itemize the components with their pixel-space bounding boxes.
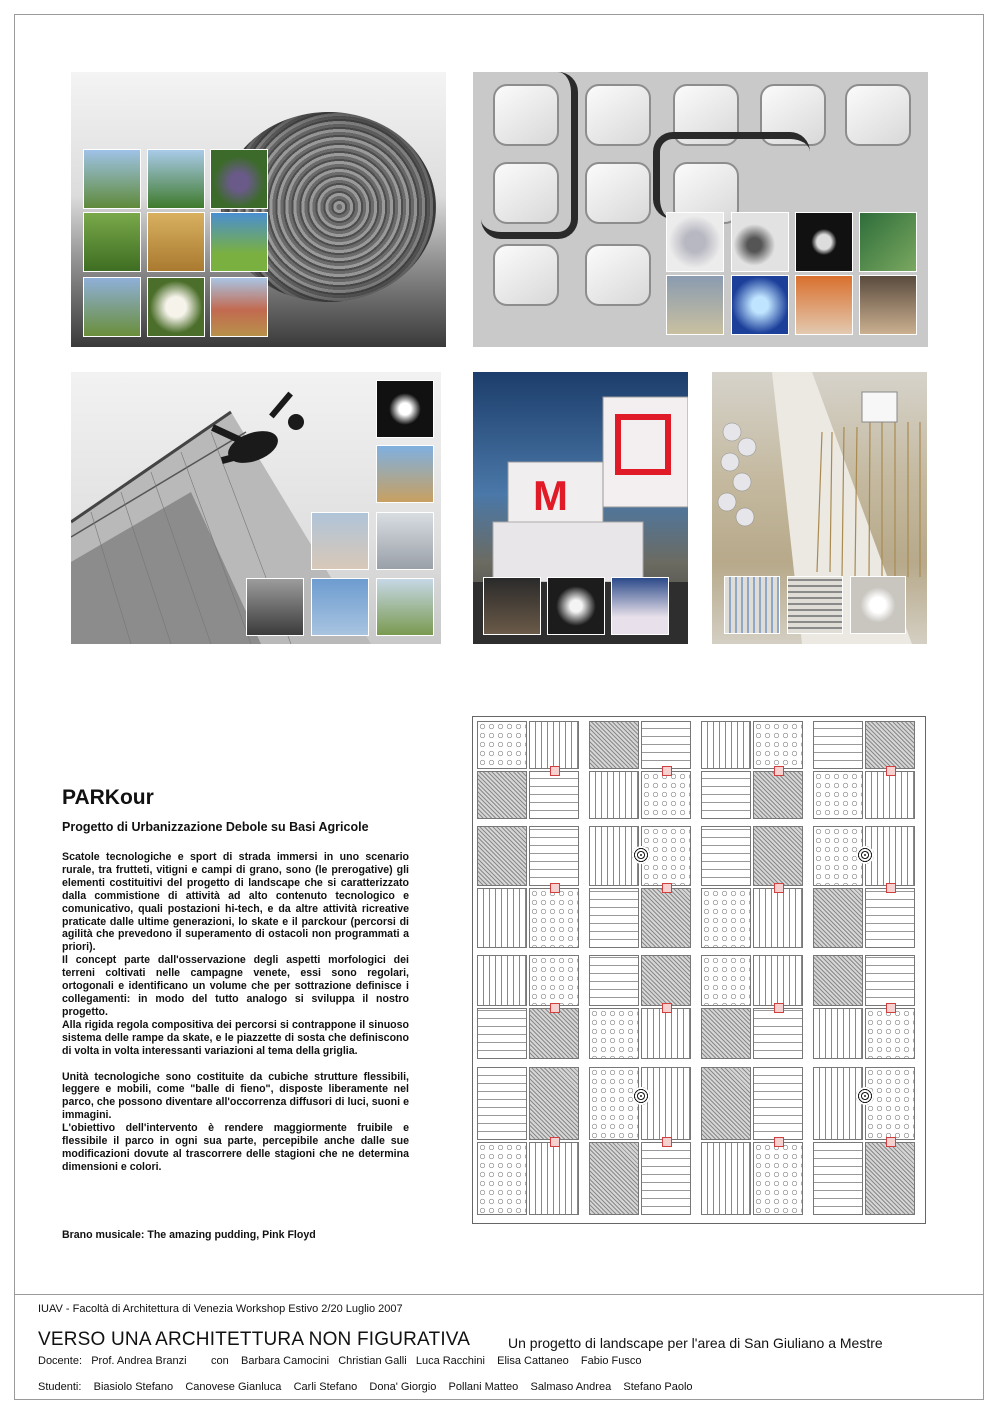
- tech-unit-marker: [774, 883, 784, 893]
- thumb-jumper-silhouette: [376, 380, 434, 438]
- plan-field: [701, 771, 751, 819]
- thumb-corn: [210, 212, 268, 272]
- thumb-vineyard: [83, 149, 141, 209]
- project-line: Un progetto di landscape per l'area di San Giuliano a Mestre: [508, 1335, 883, 1351]
- plan-field: [865, 955, 915, 1006]
- tech-unit-marker: [662, 883, 672, 893]
- plan-field: [529, 1142, 579, 1215]
- description-paragraph: Unità tecnologiche sono costituite da cubiche strutture flessibili, leggere e mobili, come "balle di fieno", disposte liberamente nel parco, che possono diventare all'occorrenza diffusori di luci, suoni e immagini. L'obiettivo dell'intervento è rendere maggiormente fruibile e flessibile il parco in ogni sua parte, percepibile anche dalle sue modificazioni dovute al trascorrere delle stagioni che ne determina dimensioni e colori.: [62, 1070, 409, 1173]
- tech-unit-marker: [662, 766, 672, 776]
- plan-field: [813, 1142, 863, 1215]
- plan-field: [589, 1067, 639, 1140]
- plan-field: [529, 1067, 579, 1140]
- keyboard-key: [493, 244, 559, 306]
- plan-field: [865, 888, 915, 948]
- plan-field: [589, 771, 639, 819]
- plan-field: [641, 888, 691, 948]
- plan-field: [589, 888, 639, 948]
- tech-unit-marker: [886, 766, 896, 776]
- plan-field: [753, 1008, 803, 1059]
- project-description: [62, 851, 409, 1187]
- plan-field: [641, 1008, 691, 1059]
- plan-field: [701, 1008, 751, 1059]
- plan-field: [641, 1142, 691, 1215]
- keyboard-key: [585, 162, 651, 224]
- landscape-model-photo: [712, 372, 927, 644]
- plan-field: [701, 955, 751, 1006]
- plan-field: [589, 1142, 639, 1215]
- plan-field: [813, 888, 863, 948]
- skate-ramp-spiral: [856, 846, 874, 864]
- plan-field: [529, 826, 579, 886]
- plan-field: [753, 721, 803, 769]
- plan-field: [865, 1008, 915, 1059]
- tech-unit-marker: [550, 1003, 560, 1013]
- thumb-ipod: [795, 212, 853, 272]
- plan-field: [813, 721, 863, 769]
- studenti-line: Studenti: Biasiolo Stefano Canovese Gianluca Carli Stefano Dona' Giorgio Pollani Matteo Salmaso Andrea Stefano Paolo: [38, 1381, 693, 1393]
- thumb-capoeira: [311, 512, 369, 570]
- thumb-screen: [731, 275, 789, 335]
- thumb-wall-climb: [246, 578, 304, 636]
- thumb-orchard: [147, 149, 205, 209]
- plan-field: [477, 1142, 527, 1215]
- hay-bale-photo: [71, 72, 446, 347]
- plan-field: [529, 888, 579, 948]
- thumb-workstation: [666, 275, 724, 335]
- plan-field: [701, 888, 751, 948]
- m-sign-letter: M: [533, 472, 568, 519]
- plan-field: [529, 721, 579, 769]
- usb-cable: [653, 132, 810, 219]
- usb-cable: [481, 72, 578, 239]
- parkour-photo: [71, 372, 441, 644]
- footer-divider: [14, 1294, 984, 1295]
- keyboard-key: [585, 244, 651, 306]
- thumb-light-cubes: [547, 577, 605, 635]
- skate-ramp-spiral: [632, 1087, 650, 1105]
- thumb-jump-rocks: [376, 445, 434, 503]
- plan-field: [641, 1067, 691, 1140]
- plan-field: [701, 1142, 751, 1215]
- tech-unit-marker: [662, 1003, 672, 1013]
- plan-field: [813, 771, 863, 819]
- skate-ramp-spiral: [632, 846, 650, 864]
- tech-unit-marker: [550, 1137, 560, 1147]
- tech-unit-marker: [774, 1003, 784, 1013]
- tech-unit-marker: [550, 766, 560, 776]
- plan-field: [477, 826, 527, 886]
- plan-field: [865, 1067, 915, 1140]
- thumb-sculpture: [376, 512, 434, 570]
- site-plan: [472, 716, 926, 1224]
- plan-field: [641, 771, 691, 819]
- tech-unit-marker: [886, 883, 896, 893]
- keyboard-photo: [473, 72, 928, 347]
- plan-field: [589, 1008, 639, 1059]
- plan-field: [529, 771, 579, 819]
- project-subtitle: Progetto di Urbanizzazione Debole su Basi Agricole: [62, 820, 369, 834]
- plan-field: [865, 771, 915, 819]
- thumb-dusk-cubes: [611, 577, 669, 635]
- tech-unit-marker: [662, 1137, 672, 1147]
- plan-field: [813, 955, 863, 1006]
- plan-field: [477, 721, 527, 769]
- thumb-blossom: [147, 277, 205, 337]
- thumb-student-laptop: [795, 275, 853, 335]
- plan-field: [701, 826, 751, 886]
- thumb-wheat: [83, 212, 141, 272]
- plan-field: [589, 955, 639, 1006]
- thumb-headphones: [859, 275, 917, 335]
- plan-field: [753, 826, 803, 886]
- plan-field: [477, 771, 527, 819]
- plan-field: [477, 1008, 527, 1059]
- tech-unit-marker: [550, 883, 560, 893]
- plan-field: [529, 955, 579, 1006]
- thumb-circuit-board: [859, 212, 917, 272]
- plan-field: [641, 721, 691, 769]
- plan-field: [641, 955, 691, 1006]
- plan-field: [589, 721, 639, 769]
- tech-unit-marker: [886, 1137, 896, 1147]
- institution-line: IUAV - Facoltà di Architettura di Venezia Workshop Estivo 2/20 Luglio 2007: [38, 1303, 403, 1315]
- thumb-webcam: [731, 212, 789, 272]
- thumb-skater: [376, 578, 434, 636]
- plan-field: [865, 721, 915, 769]
- plan-field: [477, 1067, 527, 1140]
- plan-field: [701, 721, 751, 769]
- plan-field: [753, 955, 803, 1006]
- plan-field: [813, 1067, 863, 1140]
- thumb-gadgets: [666, 212, 724, 272]
- docente-line: Docente: Prof. Andrea Branzi con Barbara Camocini Christian Galli Luca Racchini Elisa Cattaneo Fabio Fusco: [38, 1355, 642, 1367]
- cube-pavilion-photo: [473, 372, 688, 644]
- thumb-farmer: [147, 212, 205, 272]
- workshop-title: VERSO UNA ARCHITETTURA NON FIGURATIVA: [38, 1329, 471, 1350]
- plan-field: [865, 1142, 915, 1215]
- tech-unit-marker: [774, 1137, 784, 1147]
- thumb-field: [83, 277, 141, 337]
- thumb-model-top-3: [850, 576, 906, 634]
- thumb-poppy-field: [210, 277, 268, 337]
- plan-field: [753, 888, 803, 948]
- thumb-grapes: [210, 149, 268, 209]
- thumb-model-top-1: [724, 576, 780, 634]
- project-title: PARKour: [62, 786, 154, 809]
- plan-field: [753, 1142, 803, 1215]
- thumb-sky-jump: [311, 578, 369, 636]
- plan-field: [477, 955, 527, 1006]
- tech-unit-marker: [774, 766, 784, 776]
- plan-field: [753, 1067, 803, 1140]
- keyboard-key: [845, 84, 911, 146]
- plan-field: [701, 1067, 751, 1140]
- plan-field: [753, 771, 803, 819]
- thumb-night-tree: [483, 577, 541, 635]
- keyboard-key: [585, 84, 651, 146]
- tech-unit-marker: [886, 1003, 896, 1013]
- description-paragraph: Scatole tecnologiche e sport di strada immersi in uno scenario rurale, tra frutteti, vitigni e campi di grano, sono (le prerogative) gli elementi costituitivi del progetto di landscape che si caratterizzato dalla commistione di attività ad alto contenuto tecnologico e comunicativo, quali postazioni hi-tech, e da altre attività ricreative praticate dalle ultime generazioni, lo skate e il parckour (percorsi di agilità che prevedono il superamento di ostacoli non programmati a priori). Il concept parte dall'osservazione degli aspetti morfologici dei terreni coltivati nelle campagne venete, essi sono regolari, ortogonali e identificano un volume che per sottrazione definisce i collegamenti: in modo del tutto analogo si sviluppa il nostro progetto. Alla rigida regola compositiva dei percorsi si contrappone il sinuoso sistema delle rampe da skate, e le piazzette di sosta che definiscono di volta in volta interessanti variazioni al tema della griglia.: [62, 851, 409, 1057]
- thumb-model-top-2: [787, 576, 843, 634]
- music-credit: Brano musicale: The amazing pudding, Pink Floyd: [62, 1229, 316, 1241]
- plan-field: [813, 1008, 863, 1059]
- skate-ramp-spiral: [856, 1087, 874, 1105]
- plan-field: [477, 888, 527, 948]
- plan-field: [529, 1008, 579, 1059]
